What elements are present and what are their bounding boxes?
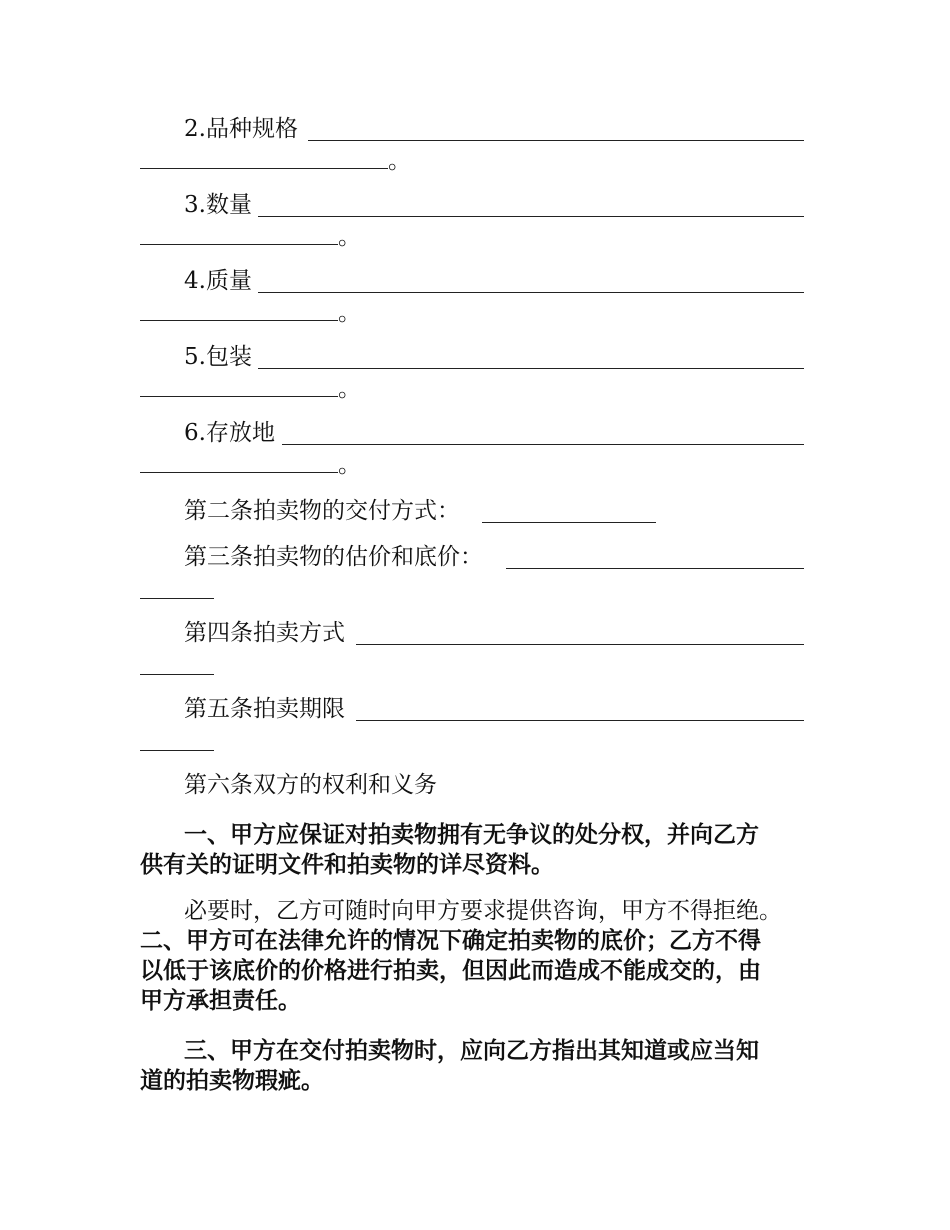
item-quantity-label: 3.数量 bbox=[184, 192, 252, 218]
valuation-blank-continued[interactable] bbox=[140, 598, 214, 599]
variety-spec-blank-continued[interactable] bbox=[140, 168, 388, 169]
delivery-method-blank[interactable] bbox=[482, 522, 656, 523]
quality-blank-continued[interactable] bbox=[140, 320, 338, 321]
period: 。 bbox=[338, 300, 361, 326]
article-3-valuation-reserve-price: 第三条拍卖物的估价和底价： bbox=[184, 544, 483, 570]
clause-1-line-2: 供有关的证明文件和拍卖物的详尽资料。 bbox=[140, 851, 554, 878]
period: 。 bbox=[388, 148, 411, 174]
clause-2-line-3: 甲方承担责任。 bbox=[140, 987, 301, 1014]
article-2-delivery-method: 第二条拍卖物的交付方式： bbox=[184, 498, 460, 524]
storage-location-blank-continued[interactable] bbox=[140, 472, 338, 473]
clause-2-line-1: 二、甲方可在法律允许的情况下确定拍卖物的底价；乙方不得 bbox=[140, 927, 761, 954]
auction-period-blank-continued[interactable] bbox=[140, 750, 214, 751]
item-quality-label: 4.质量 bbox=[184, 268, 252, 294]
item-packaging-label: 5.包装 bbox=[184, 344, 252, 370]
consultation-note: 必要时，乙方可随时向甲方要求提供咨询，甲方不得拒绝。 bbox=[184, 898, 782, 924]
item-variety-spec-label: 2.品种规格 bbox=[184, 116, 298, 142]
period: 。 bbox=[338, 452, 361, 478]
item-storage-location-label: 6.存放地 bbox=[184, 420, 275, 446]
packaging-blank-continued[interactable] bbox=[140, 396, 338, 397]
quality-blank[interactable] bbox=[258, 292, 804, 293]
article-6-rights-obligations: 第六条双方的权利和义务 bbox=[184, 772, 437, 798]
quantity-blank-continued[interactable] bbox=[140, 244, 338, 245]
clause-1-line-1: 一、甲方应保证对拍卖物拥有无争议的处分权，并向乙方 bbox=[184, 821, 759, 848]
article-5-auction-period: 第五条拍卖期限 bbox=[184, 696, 345, 722]
clause-3-line-2: 道的拍卖物瑕疵。 bbox=[140, 1067, 324, 1094]
auction-period-blank[interactable] bbox=[356, 720, 804, 721]
clause-2-line-2: 以低于该底价的价格进行拍卖，但因此而造成不能成交的，由 bbox=[140, 957, 761, 984]
packaging-blank[interactable] bbox=[258, 368, 804, 369]
variety-spec-blank[interactable] bbox=[308, 140, 804, 141]
quantity-blank[interactable] bbox=[258, 216, 804, 217]
storage-location-blank[interactable] bbox=[282, 444, 804, 445]
auction-method-blank[interactable] bbox=[356, 644, 804, 645]
clause-3-line-1: 三、甲方在交付拍卖物时，应向乙方指出其知道或应当知 bbox=[184, 1037, 759, 1064]
period: 。 bbox=[338, 224, 361, 250]
article-4-auction-method: 第四条拍卖方式 bbox=[184, 620, 345, 646]
period: 。 bbox=[338, 376, 361, 402]
valuation-blank[interactable] bbox=[506, 568, 804, 569]
auction-method-blank-continued[interactable] bbox=[140, 674, 214, 675]
